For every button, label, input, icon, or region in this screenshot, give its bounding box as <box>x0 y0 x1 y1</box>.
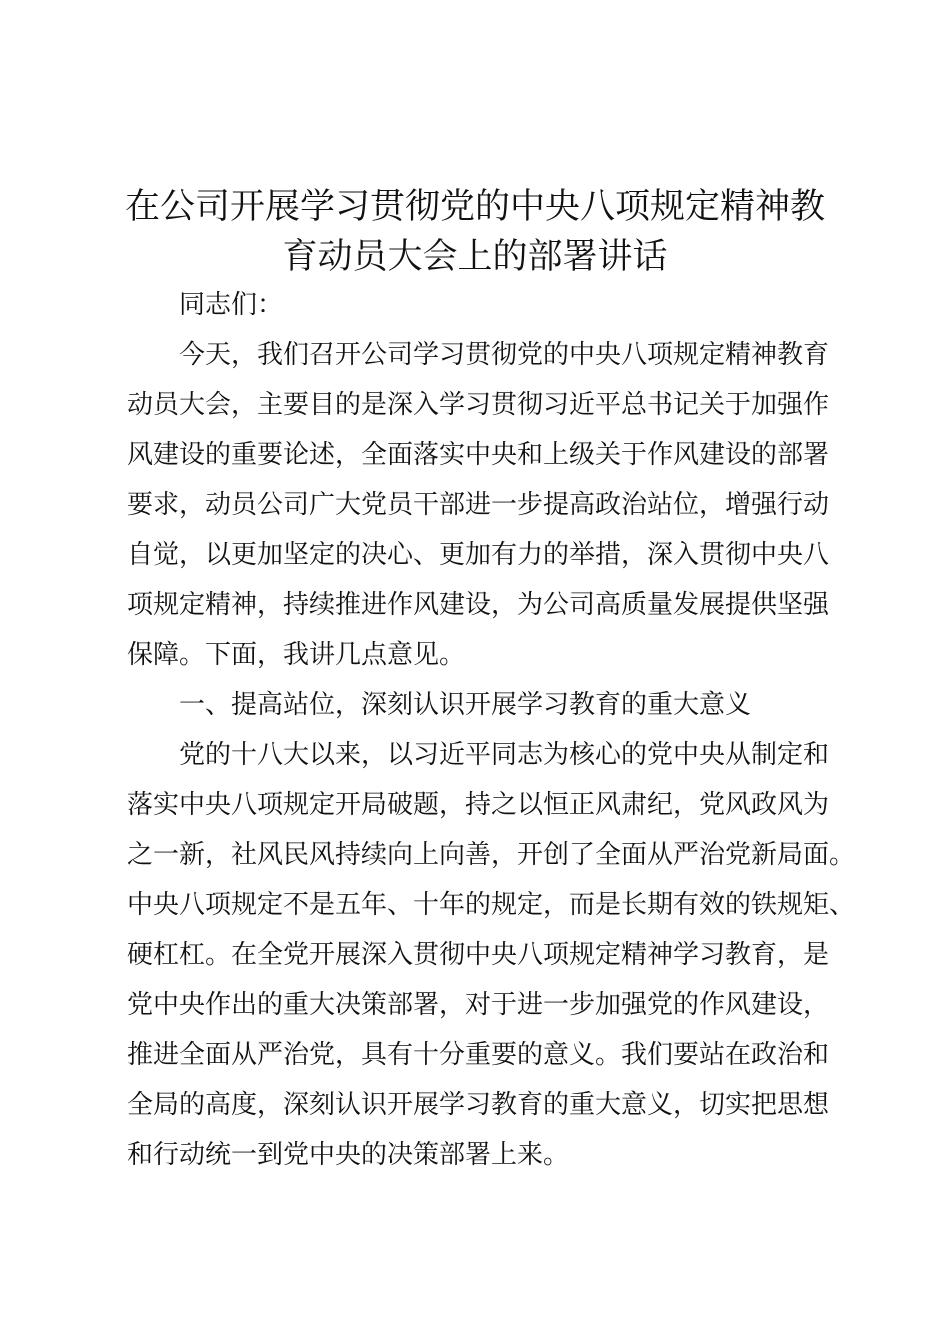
paragraph-1-line: 动员大会，主要目的是深入学习贯彻习近平总书记关于加强作 <box>127 390 830 420</box>
paragraph-2-line: 之一新，社风民风持续向上向善，开创了全面从严治党新局面。 <box>127 840 856 870</box>
paragraph-2-line: 和行动统一到党中央的决策部署上来。 <box>127 1140 570 1170</box>
section-1-heading: 一、提高站位，深刻认识开展学习教育的重大意义 <box>179 690 752 720</box>
title-line-2: 育动员大会上的部署讲话 <box>282 237 668 277</box>
paragraph-1-line: 风建设的重要论述，全面落实中央和上级关于作风建设的部署 <box>127 440 830 470</box>
paragraph-2-line: 党的十八大以来，以习近平同志为核心的党中央从制定和 <box>179 740 830 770</box>
title-line-1: 在公司开展学习贯彻党的中央八项规定精神教 <box>124 187 825 227</box>
paragraph-1-line: 保障。下面，我讲几点意见。 <box>127 640 466 670</box>
salutation: 同志们： <box>179 290 284 320</box>
paragraph-2-line: 全局的高度，深刻认识开展学习教育的重大意义，切实把思想 <box>127 1090 830 1120</box>
paragraph-1-line: 今天，我们召开公司学习贯彻党的中央八项规定精神教育 <box>179 340 830 370</box>
paragraph-2-line: 落实中央八项规定开局破题，持之以恒正风肃纪，党风政风为 <box>127 790 830 820</box>
paragraph-2-line: 推进全面从严治党，具有十分重要的意义。我们要站在政治和 <box>127 1040 830 1070</box>
paragraph-2-line: 中央八项规定不是五年、十年的规定，而是长期有效的铁规矩、 <box>127 890 856 920</box>
paragraph-2-line: 党中央作出的重大决策部署，对于进一步加强党的作风建设， <box>127 990 830 1020</box>
paragraph-1-line: 自觉，以更加坚定的决心、更加有力的举措，深入贯彻中央八 <box>127 540 830 570</box>
paragraph-1-line: 要求，动员公司广大党员干部进一步提高政治站位，增强行动 <box>127 490 830 520</box>
paragraph-2-line: 硬杠杠。在全党开展深入贯彻中央八项规定精神学习教育，是 <box>127 940 830 970</box>
paragraph-1-line: 项规定精神，持续推进作风建设，为公司高质量发展提供坚强 <box>127 590 830 620</box>
